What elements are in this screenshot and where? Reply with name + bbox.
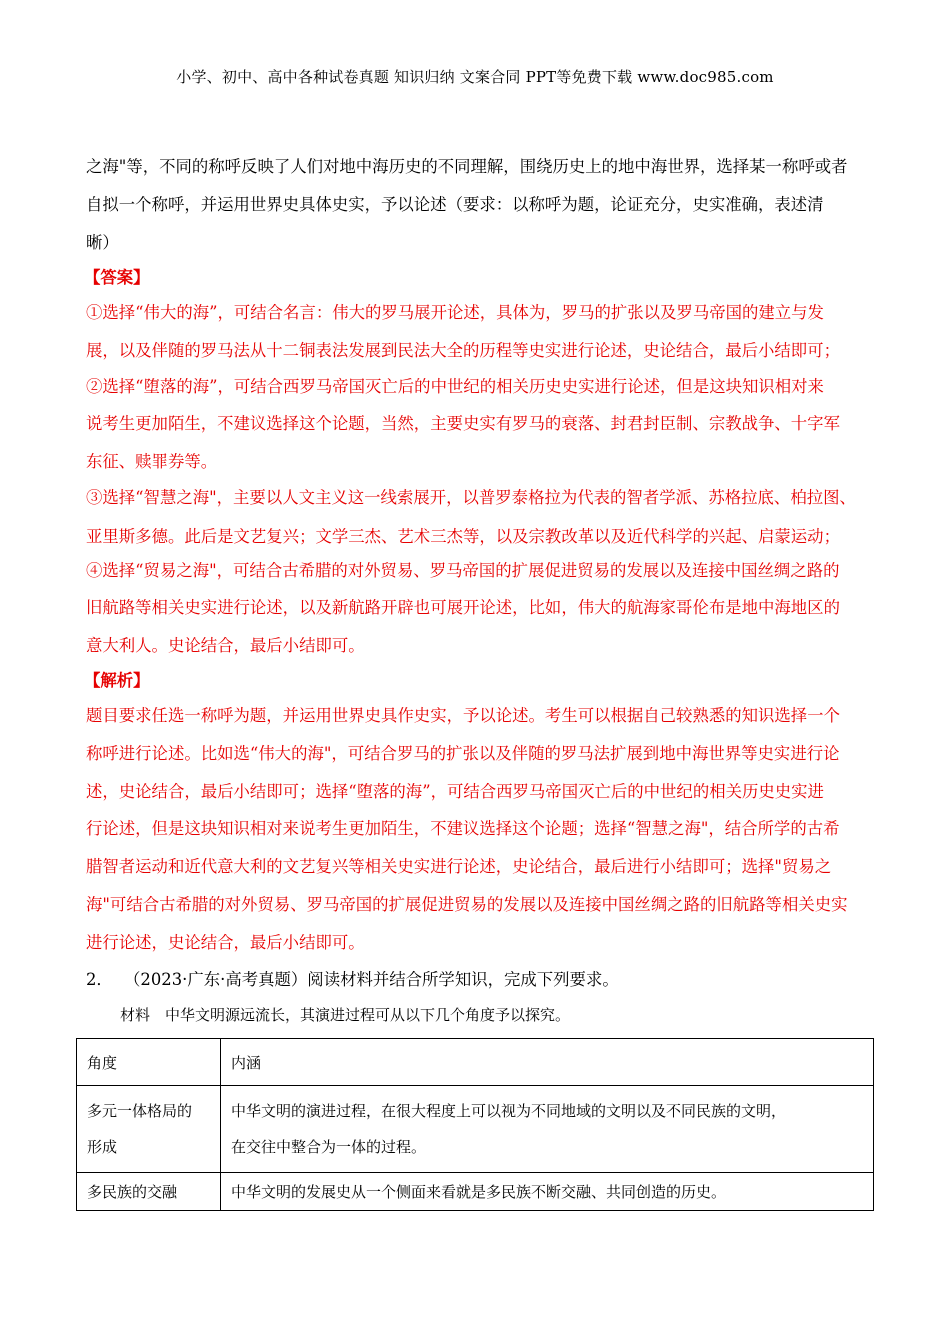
- answer-heading: 【答案】: [84, 268, 150, 287]
- answer-line: 亚里斯多德。此后是文艺复兴；文学三杰、艺术三杰等，以及宗教改革以及近代科学的兴起、启蒙运动；: [86, 527, 840, 546]
- analysis-line: 称呼进行论述。比如选“伟大的海"，可结合罗马的扩张以及伴随的罗马法扩展到地中海世界等史实进行论: [86, 744, 840, 763]
- analysis-line: 题目要求任选一称呼为题，并运用世界史具作史实，予以论述。考生可以根据自己较熟悉的知识选择一个: [86, 706, 840, 725]
- cell-line: 多元一体格局的: [87, 1102, 193, 1120]
- intro-line: 晰）: [86, 233, 119, 252]
- intro-line: 自拟一个称呼，并运用世界史具体史实，予以论述（要求：以称呼为题，论证充分，史实准确，表述清: [86, 195, 824, 214]
- analysis-line: 述，史论结合，最后小结即可；选择“堕落的海”，可结合西罗马帝国灭亡后的中世纪的相关历史史实进: [86, 782, 824, 801]
- table-header-row: [77, 1039, 874, 1086]
- analysis-line: 进行论述，史论结合，最后小结即可。: [86, 933, 365, 952]
- analysis-line: 海"可结合古希腊的对外贸易、罗马帝国的扩展促进贸易的发展以及连接中国丝绸之路的旧航路等相关史实: [86, 895, 848, 914]
- answer-line: ②选择“堕落的海”，可结合西罗马帝国灭亡后的中世纪的相关历史史实进行论述，但是这块知识相对来: [86, 377, 824, 396]
- table-header-meaning: 内涵: [221, 1039, 874, 1086]
- answer-line: 意大利人。史论结合，最后小结即可。: [86, 636, 365, 655]
- answer-line: ④选择“贸易之海"，可结合古希腊的对外贸易、罗马帝国的扩展促进贸易的发展以及连接中国丝绸之路的: [86, 561, 840, 580]
- answer-line: 旧航路等相关史实进行论述，以及新航路开辟也可展开论述，比如，伟大的航海家哥伦布是地中海地区的: [86, 598, 840, 617]
- answer-line: 东征、赎罪券等。: [86, 452, 218, 471]
- question-number: 2．: [86, 970, 113, 989]
- cell-line: 中华文明的演进过程，在很大程度上可以视为不同地域的文明以及不同民族的文明，: [231, 1102, 787, 1120]
- table-cell-meaning: [221, 1086, 874, 1173]
- answer-line: ③选择“智慧之海"，主要以人文主义这一线索展开，以普罗泰格拉为代表的智者学派、苏格拉底、柏拉图、: [86, 488, 856, 507]
- table-cell-meaning: 中华文明的发展史从一个侧面来看就是多民族不断交融、共同创造的历史。: [221, 1173, 874, 1211]
- intro-line: 之海"等，不同的称呼反映了人们对地中海历史的不同理解，围绕历史上的地中海世界，选择某一称呼或者: [86, 157, 848, 176]
- answer-line: ①选择“伟大的海”，可结合名言：伟大的罗马展开论述，具体为，罗马的扩张以及罗马帝国的建立与发: [86, 303, 824, 322]
- question-text: （2023·广东·高考真题）阅读材料并结合所学知识，完成下列要求。: [124, 970, 619, 989]
- material-table: [76, 1038, 874, 1211]
- analysis-line: 行论述，但是这块知识相对来说考生更加陌生，不建议选择这个论题；选择“智慧之海"，结合所学的古希: [86, 819, 840, 838]
- cell-line: 在交往中整合为一体的过程。: [231, 1138, 427, 1156]
- analysis-heading: 【解析】: [84, 671, 150, 690]
- table-row: [77, 1086, 874, 1173]
- table-cell-angle: [77, 1086, 221, 1173]
- page-header: 小学、初中、高中各种试卷真题 知识归纳 文案合同 PPT等免费下载 www.doc985.com: [176, 68, 774, 86]
- table-header-angle: 角度: [77, 1039, 221, 1086]
- answer-line: 展，以及伴随的罗马法从十二铜表法发展到民法大全的历程等史实进行论述，史论结合，最后小结即可；: [86, 341, 840, 360]
- question-2: [86, 970, 619, 990]
- answer-line: 说考生更加陌生，不建议选择这个论题，当然，主要史实有罗马的衰落、封君封臣制、宗教战争、十字军: [86, 414, 840, 433]
- material-intro: 材料 中华文明源远流长，其演进过程可从以下几个角度予以探究。: [120, 1006, 571, 1024]
- analysis-line: 腊智者运动和近代意大利的文艺复兴等相关史实进行论述，史论结合，最后进行小结即可；选择"贸易之: [86, 857, 832, 876]
- table-row: [77, 1173, 874, 1211]
- table-cell-angle: 多民族的交融: [77, 1173, 221, 1211]
- cell-line: 形成: [87, 1138, 118, 1156]
